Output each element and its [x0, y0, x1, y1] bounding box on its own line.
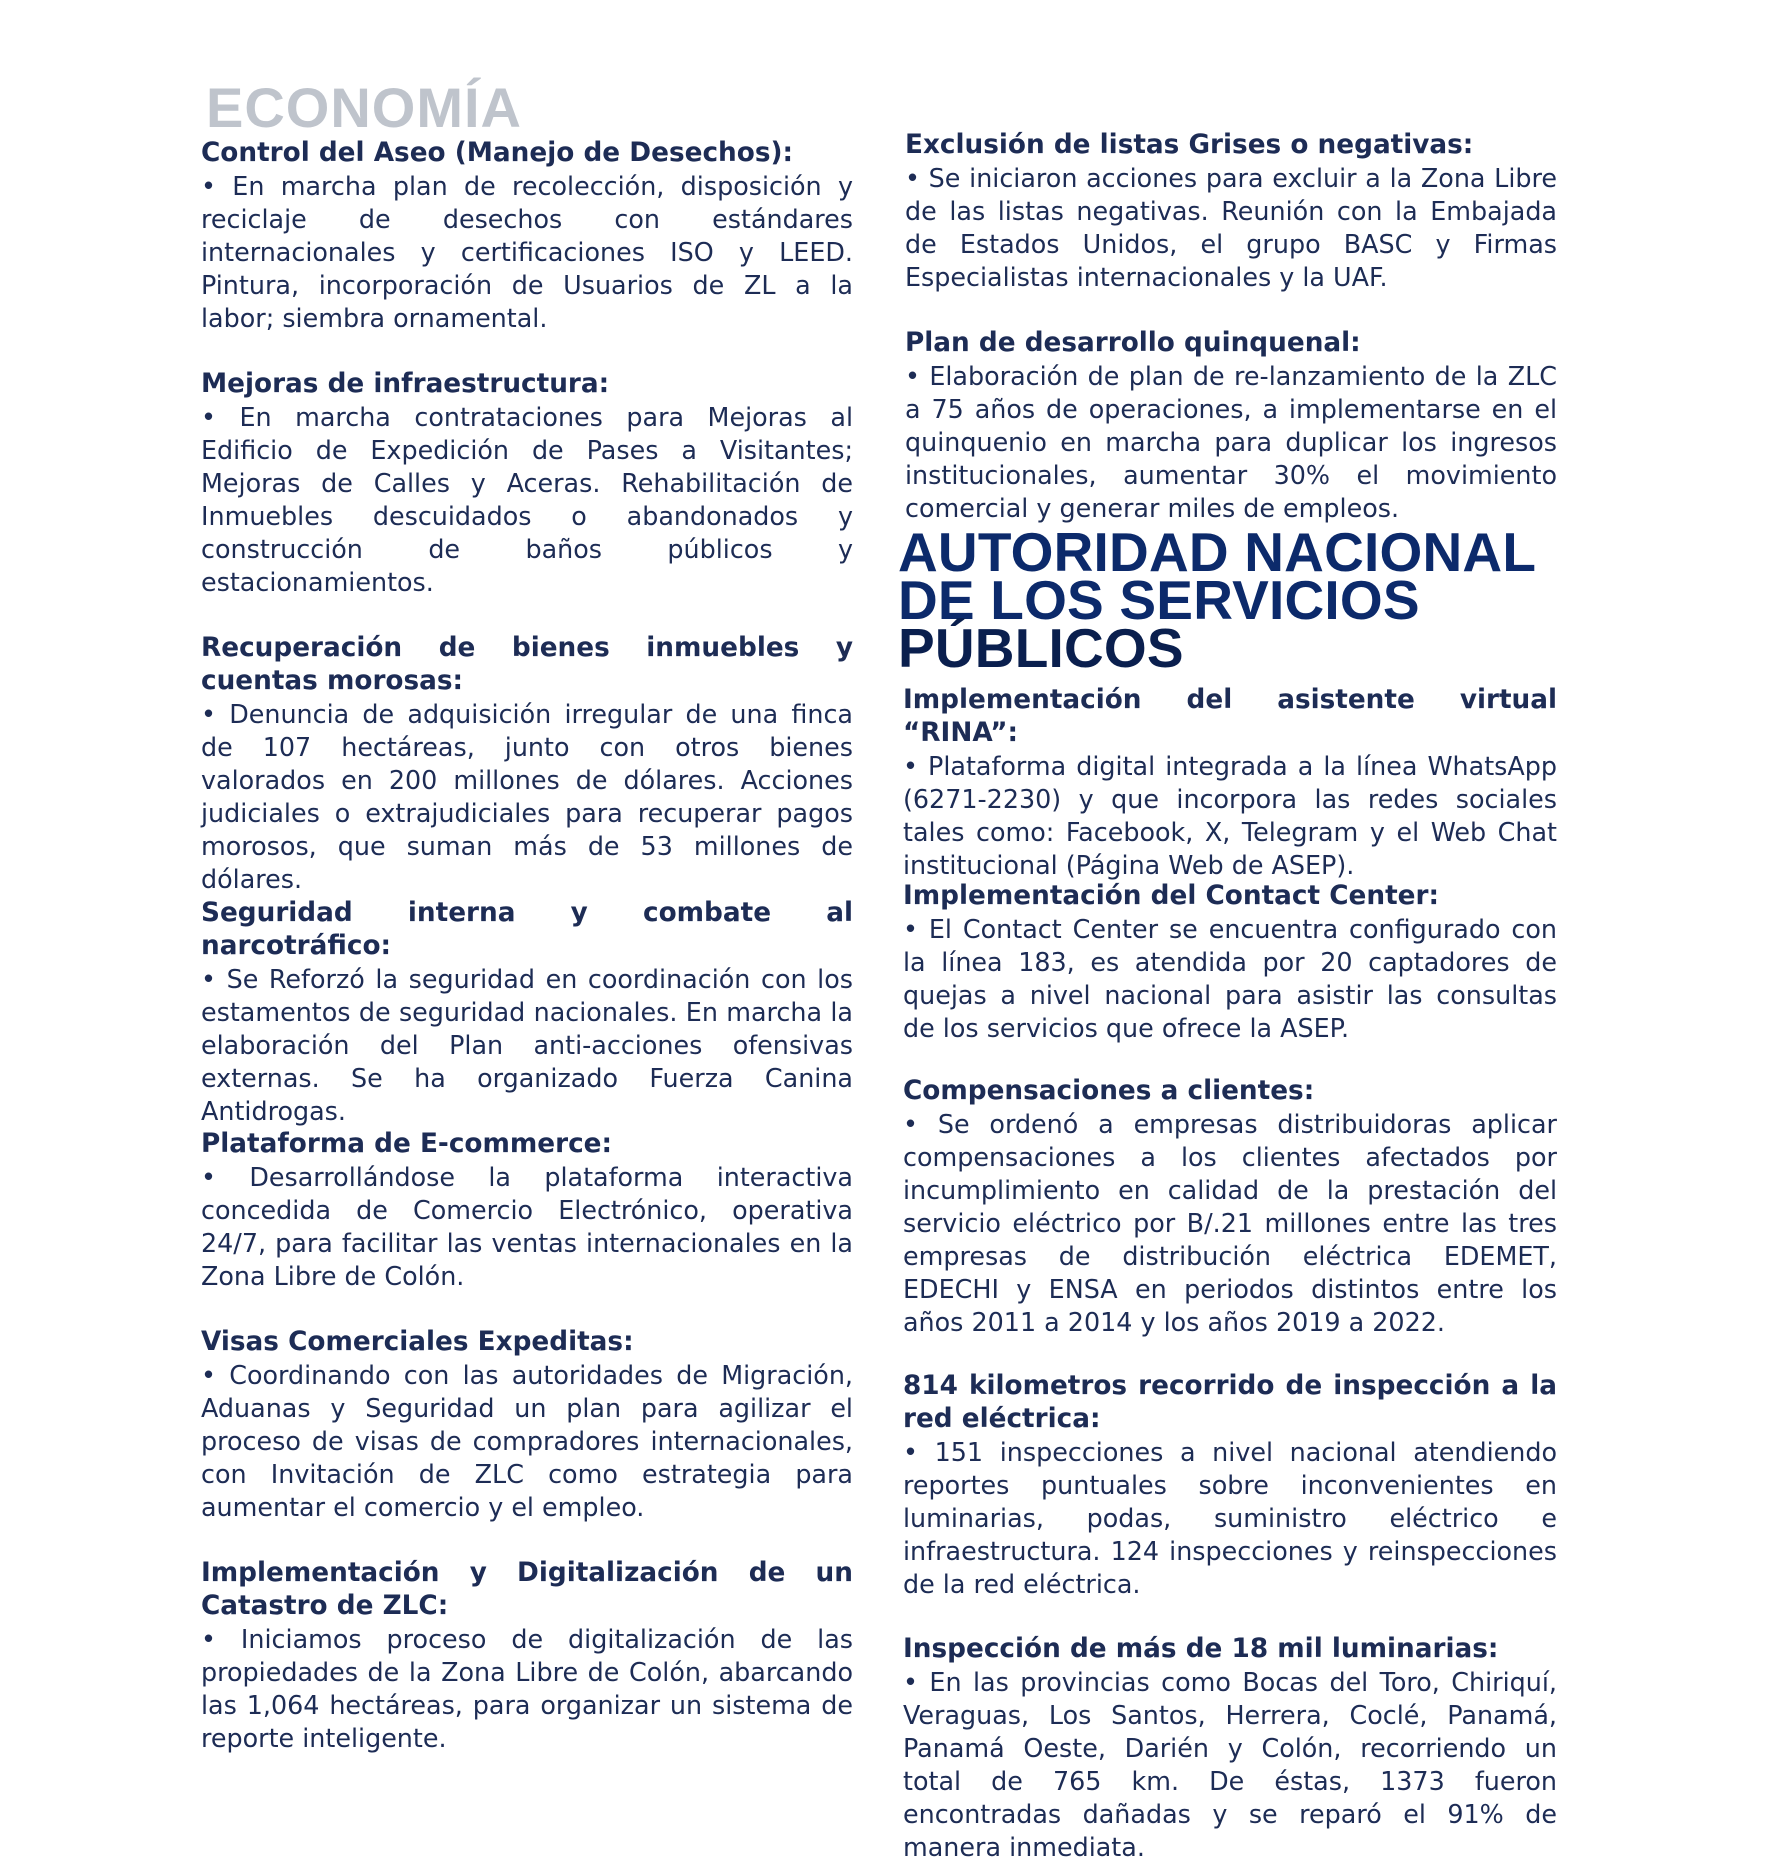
section-body: • El Contact Center se encuentra configurado con la línea 183, es atendida por 20 captadores de quejas a nivel nacional para asistir las consultas de los servicios que ofrece la ASEP.: [903, 914, 1557, 1043]
section-ecommerce: [201, 1128, 853, 1293]
section-inspeccion-luminarias: [903, 1633, 1557, 1864]
asep-title-line: AUTORIDAD NACIONAL: [898, 521, 1537, 583]
section-heading: Seguridad interna y combate al narcotráfico:: [201, 898, 853, 961]
section-visas-comerciales: [201, 1326, 853, 1524]
section-heading: Exclusión de listas Grises o negativas:: [905, 130, 1474, 160]
section-body: • Elaboración de plan de re-lanzamiento de la ZLC a 75 años de operaciones, a implementarse en el quinquenio en marcha para duplicar los ingresos institucionales, aumentar 30% el movimiento comercial y generar miles de empleos.: [905, 361, 1557, 523]
section-body: • Se ordenó a empresas distribuidoras aplicar compensaciones a los clientes afectados por incumplimiento en calidad de la prestación del servicio eléctrico por B/.21 millones entre las tres empresas de distribución eléctrica EDEMET, EDECHI y ENSA en periodos distintos entre los años 2011 a 2014 y los años 2019 a 2022.: [903, 1109, 1557, 1337]
section-body: • Se Reforzó la seguridad en coordinación con los estamentos de seguridad nacionales. En marcha la elaboración del Plan anti-acciones ofensivas externas. Se ha organizado Fuerza Canina Antidrogas.: [201, 964, 853, 1126]
section-heading: Mejoras de infraestructura:: [201, 369, 610, 399]
section-body: • 151 inspecciones a nivel nacional atendiendo reportes puntuales sobre inconvenientes en luminarias, podas, suministro eléctrico e infraestructura. 124 inspecciones y reinspecciones de la red eléctrica.: [903, 1437, 1557, 1599]
section-heading: Implementación del asistente virtual “RINA”:: [903, 685, 1557, 748]
section-heading: Compensaciones a clientes:: [903, 1076, 1315, 1106]
section-body: • Desarrollándose la plataforma interactiva concedida de Comercio Electrónico, operativa 24/7, para facilitar las ventas internacionales en la Zona Libre de Colón.: [201, 1162, 853, 1291]
section-body: • En marcha plan de recolección, disposición y reciclaje de desechos con estándares internacionales y certificaciones ISO y LEED. Pintura, incorporación de Usuarios de ZL a la labor; siembra ornamental.: [201, 171, 853, 333]
section-plan-quinquenal: [905, 327, 1557, 525]
section-body: • Se iniciaron acciones para excluir a la Zona Libre de las listas negativas. Reunión con la Embajada de Estados Unidos, el grupo BASC y Firmas Especialistas internacionales y la UAF.: [905, 163, 1557, 292]
section-inspeccion-red: [903, 1370, 1557, 1601]
section-contact-center: [903, 880, 1557, 1045]
asep-title-line: PÚBLICOS: [898, 617, 1184, 679]
section-exclusion-listas: [905, 129, 1557, 294]
section-body: • En las provincias como Bocas del Toro, Chiriquí, Veraguas, Los Santos, Herrera, Coclé, Panamá, Panamá Oeste, Darién y Colón, recorriendo un total de 765 km. De éstas, 1373 fueron encontradas dañadas y se reparó el 91% de manera inmediata.: [903, 1667, 1557, 1862]
section-heading: Implementación y Digitalización de un Catastro de ZLC:: [201, 1558, 853, 1621]
section-compensaciones: [903, 1075, 1557, 1339]
section-mejoras-infraestructura: [201, 368, 853, 599]
section-recuperacion-bienes: [201, 632, 853, 896]
section-heading: 814 kilometros recorrido de inspección a la red eléctrica:: [903, 1371, 1557, 1434]
section-body: • Denuncia de adquisición irregular de una finca de 107 hectáreas, junto con otros bienes valorados en 200 millones de dólares. Acciones judiciales o extrajudiciales para recuperar pagos morosos, que suman más de 53 millones de dólares.: [201, 699, 853, 894]
section-heading: Plan de desarrollo quinquenal:: [905, 328, 1361, 358]
asep-title: [898, 521, 1578, 679]
section-asistente-rina: [903, 684, 1557, 882]
section-heading: Visas Comerciales Expeditas:: [201, 1327, 634, 1357]
section-heading: Plataforma de E-commerce:: [201, 1129, 613, 1159]
section-body: • En marcha contrataciones para Mejoras al Edificio de Expedición de Pases a Visitantes; Mejoras de Calles y Aceras. Rehabilitación de Inmuebles descuidados o abandonados y construcción de baños públicos y estacionamientos.: [201, 402, 853, 597]
section-body: • Plataforma digital integrada a la línea WhatsApp (6271-2230) y que incorpora las redes sociales tales como: Facebook, X, Telegram y el Web Chat institucional (Página Web de ASEP).: [903, 751, 1557, 880]
section-heading: Control del Aseo (Manejo de Desechos):: [201, 138, 794, 168]
asep-title-line: DE LOS SERVICIOS: [898, 569, 1420, 631]
section-catastro-zlc: [201, 1557, 853, 1755]
section-seguridad-interna: [201, 897, 853, 1128]
section-body: • Iniciamos proceso de digitalización de las propiedades de la Zona Libre de Colón, abarcando las 1,064 hectáreas, para organizar un sistema de reporte inteligente.: [201, 1624, 853, 1753]
section-heading: Implementación del Contact Center:: [903, 881, 1439, 911]
economia-title: ECONOMÍA: [206, 76, 522, 139]
section-control-aseo: [201, 137, 853, 335]
section-heading: Recuperación de bienes inmuebles y cuentas morosas:: [201, 633, 853, 696]
section-heading: Inspección de más de 18 mil luminarias:: [903, 1634, 1499, 1664]
section-body: • Coordinando con las autoridades de Migración, Aduanas y Seguridad un plan para agilizar el proceso de visas de compradores internacionales, con Invitación de ZLC como estrategia para aumentar el comercio y el empleo.: [201, 1360, 853, 1522]
